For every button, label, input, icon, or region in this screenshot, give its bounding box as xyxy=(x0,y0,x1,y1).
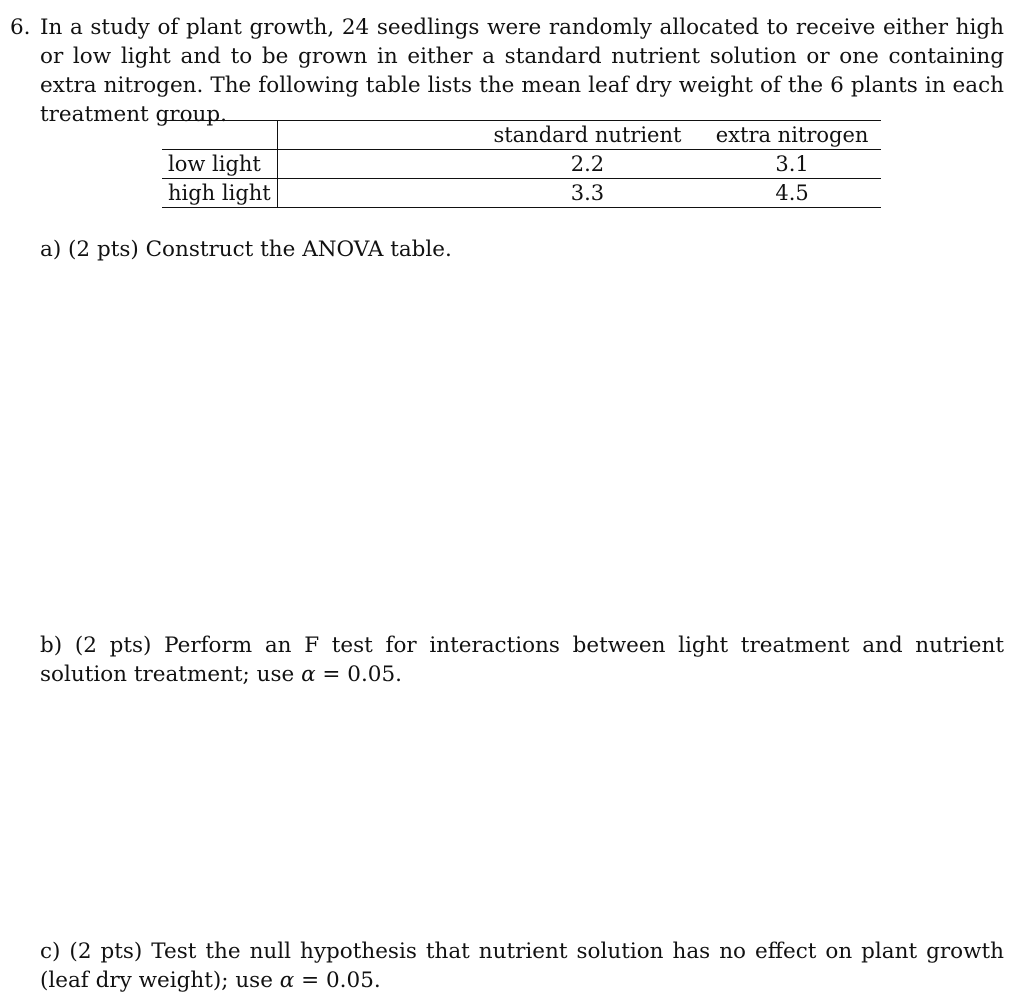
cell-high-standard: 3.3 xyxy=(277,179,703,208)
table-row xyxy=(162,179,881,208)
problem-text: In a study of plant growth, 24 seedlings were randomly allocated to receive either high or low light and to be grown in either a standard nutrient solution or one containing extra nitrogen. The following table lists the mean leaf dry weight of the 6 plants in each treatment group. xyxy=(40,15,1004,127)
alpha-symbol: α xyxy=(279,968,295,993)
part-c-text: c) (2 pts) Test the null hypothesis that nutrient solution has no effect on plant growth (leaf dry weight); use xyxy=(40,939,1004,993)
part-b-question xyxy=(40,631,1004,689)
part-c-question xyxy=(40,937,1004,995)
mean-weight-table xyxy=(162,120,881,208)
part-a-question: a) (2 pts) Construct the ANOVA table. xyxy=(40,237,452,262)
problem-statement xyxy=(10,13,1004,129)
table-row xyxy=(162,150,881,179)
cell-high-nitrogen: 4.5 xyxy=(703,179,881,208)
column-header-extra-nitrogen: extra nitrogen xyxy=(703,121,881,150)
row-label-low-light: low light xyxy=(162,150,277,179)
part-b-alpha-value: = 0.05. xyxy=(315,662,402,687)
part-c-alpha-value: = 0.05. xyxy=(294,968,381,993)
part-b-text: b) (2 pts) Perform an F test for interactions between light treatment and nutrient solution treatment; use xyxy=(40,633,1004,687)
cell-low-nitrogen: 3.1 xyxy=(703,150,881,179)
problem-number: 6. xyxy=(10,15,31,40)
table-header-row xyxy=(162,121,881,150)
table-corner-cell xyxy=(162,121,277,150)
cell-low-standard: 2.2 xyxy=(277,150,703,179)
row-label-high-light: high light xyxy=(162,179,277,208)
alpha-symbol: α xyxy=(301,662,316,687)
column-header-standard-nutrient: standard nutrient xyxy=(277,121,703,150)
